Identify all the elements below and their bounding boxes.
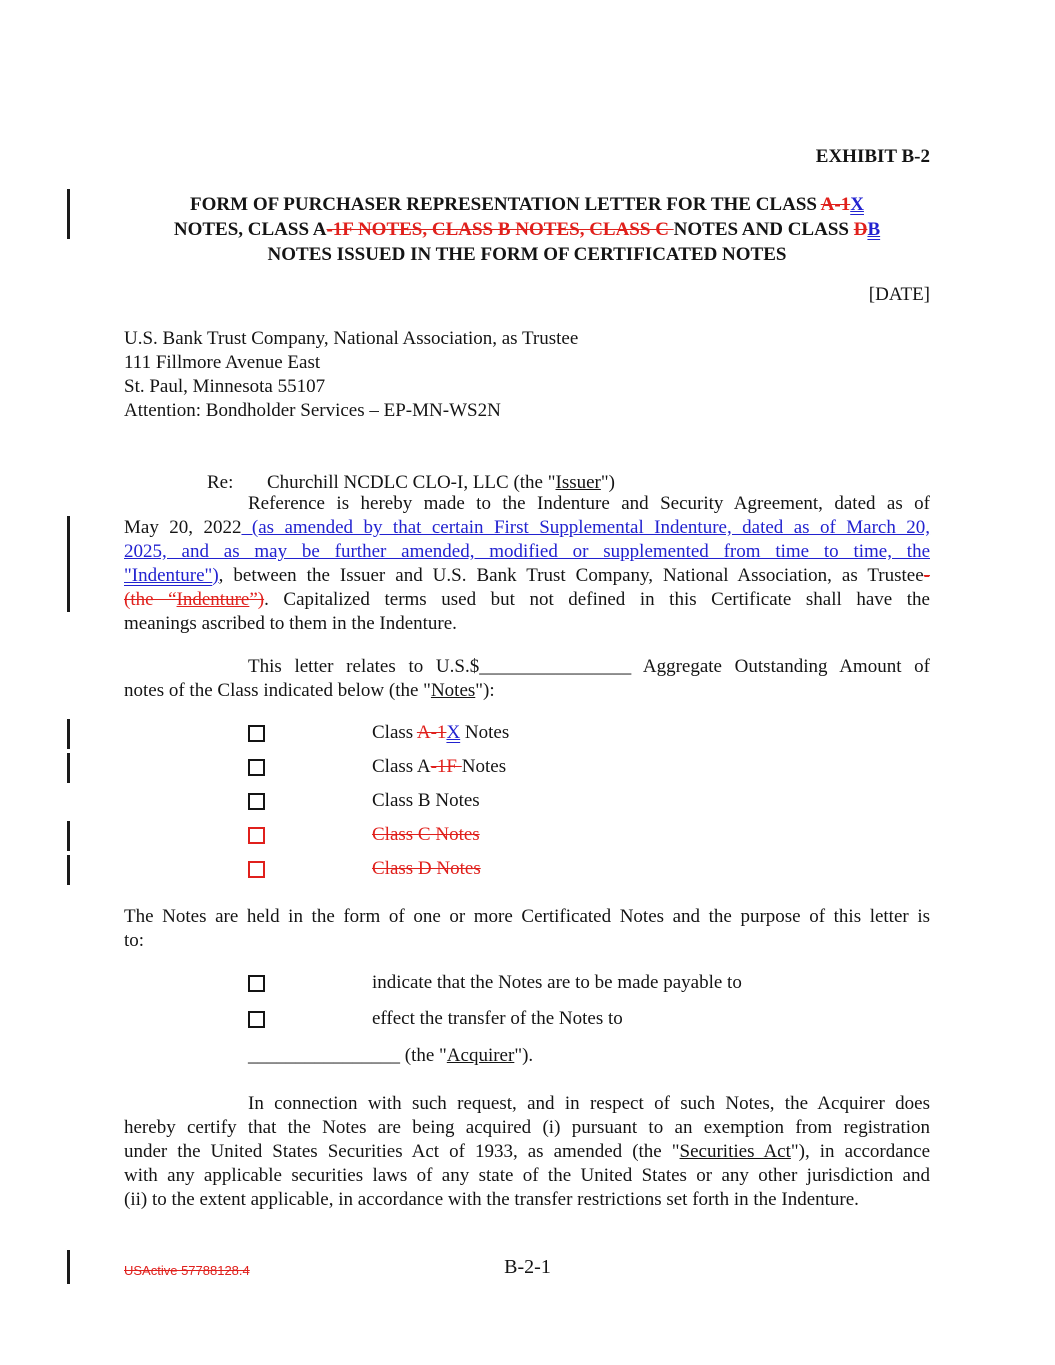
checkbox[interactable] — [248, 827, 265, 844]
recipient-address — [124, 327, 578, 423]
check-row — [248, 750, 509, 784]
checkbox[interactable] — [248, 793, 265, 810]
check-label: Class B Notes — [372, 790, 480, 811]
paragraph-line: 2025, and as may be further amended, modified or supplemented from time to time, the — [124, 541, 930, 562]
check-row — [248, 818, 509, 852]
paragraph-line: (ii) to the extent applicable, in accordance with the transfer restrictions set forth in the Indenture. — [124, 1189, 859, 1210]
checkbox[interactable] — [248, 725, 265, 742]
paragraph-line: (the “Indenture”). Capitalized terms used but not defined in this Certificate shall have the — [124, 589, 930, 610]
check-row — [248, 852, 509, 886]
change-bar — [67, 821, 70, 851]
check-label: indicate that the Notes are to be made payable to — [372, 972, 742, 993]
paragraph-line: meanings ascribed to them in the Indenture. — [124, 613, 457, 634]
change-bar — [67, 753, 70, 783]
re-subject: Churchill NCDLC CLO-I, LLC (the "Issuer") — [267, 472, 615, 493]
paragraph-line: The Notes are held in the form of one or more Certificated Notes and the purpose of this letter is — [124, 906, 930, 927]
title-line: FORM OF PURCHASER REPRESENTATION LETTER FOR THE CLASS A-1X — [190, 194, 864, 215]
title-line: NOTES ISSUED IN THE FORM OF CERTIFICATED NOTES — [267, 244, 787, 265]
paragraph-line: "Indenture"), between the Issuer and U.S. Bank Trust Company, National Association, as Trustee- — [124, 565, 930, 586]
paragraph-line: This letter relates to U.S.$________________ Aggregate Outstanding Amount of — [248, 656, 930, 677]
title-line: NOTES, CLASS A-1F NOTES, CLASS B NOTES, CLASS C NOTES AND CLASS DB — [173, 219, 881, 240]
paragraph-notes-held — [124, 905, 930, 953]
checkbox[interactable] — [248, 861, 265, 878]
change-bar — [67, 189, 70, 239]
exhibit-label: EXHIBIT B-2 — [815, 146, 930, 167]
paragraph-line: hereby certify that the Notes are being acquired (i) pursuant to an exemption from registration — [124, 1117, 930, 1138]
address-line: St. Paul, Minnesota 55107 — [124, 376, 326, 397]
check-row — [248, 784, 509, 818]
paragraph-line: In connection with such request, and in respect of such Notes, the Acquirer does — [248, 1093, 930, 1114]
paragraph-line: to: — [124, 930, 145, 951]
paragraph-line: Reference is hereby made to the Indenture and Security Agreement, dated as of — [248, 493, 930, 514]
paragraph-certification — [124, 1092, 930, 1212]
address-line: U.S. Bank Trust Company, National Association, as Trustee — [124, 328, 579, 349]
check-label: effect the transfer of the Notes to — [372, 1008, 623, 1029]
acquirer-fill-line[interactable]: ________________ (the "Acquirer"). — [248, 1045, 534, 1066]
paragraph-line: notes of the Class indicated below (the "Notes"): — [124, 680, 495, 701]
footer-document-id: USActive 57788128.4 — [124, 1263, 250, 1278]
purpose-checklist — [248, 965, 742, 1037]
check-label: Class D Notes — [372, 858, 481, 879]
check-label: Class A-1F Notes — [372, 756, 507, 777]
address-line: 111 Fillmore Avenue East — [124, 352, 321, 373]
address-line: Attention: Bondholder Services – EP-MN-WS2N — [124, 400, 501, 421]
re-label: Re: — [207, 472, 234, 493]
page-number: B-2-1 — [504, 1256, 551, 1278]
paragraph-letter-relates — [124, 655, 930, 703]
paragraph-line: with any applicable securities laws of any state of the United States or any other jurisdiction and — [124, 1165, 930, 1186]
checkbox[interactable] — [248, 1011, 265, 1028]
change-bar — [67, 719, 70, 749]
change-bar — [67, 855, 70, 885]
date-placeholder: [DATE] — [868, 284, 930, 305]
class-checklist — [248, 716, 509, 886]
paragraph-line: under the United States Securities Act of 1933, as amended (the "Securities Act"), in accordance — [124, 1141, 930, 1162]
paragraph-line: May 20, 2022 (as amended by that certain First Supplemental Indenture, dated as of March 20, — [124, 517, 931, 538]
checkbox[interactable] — [248, 759, 265, 776]
check-row — [248, 716, 509, 750]
check-row — [248, 965, 742, 1001]
change-bar — [67, 516, 70, 612]
document-title — [124, 192, 930, 267]
check-label: Class A-1X Notes — [372, 722, 510, 743]
check-row — [248, 1001, 742, 1037]
check-label: Class C Notes — [372, 824, 480, 845]
checkbox[interactable] — [248, 975, 265, 992]
paragraph-reference — [124, 492, 930, 636]
